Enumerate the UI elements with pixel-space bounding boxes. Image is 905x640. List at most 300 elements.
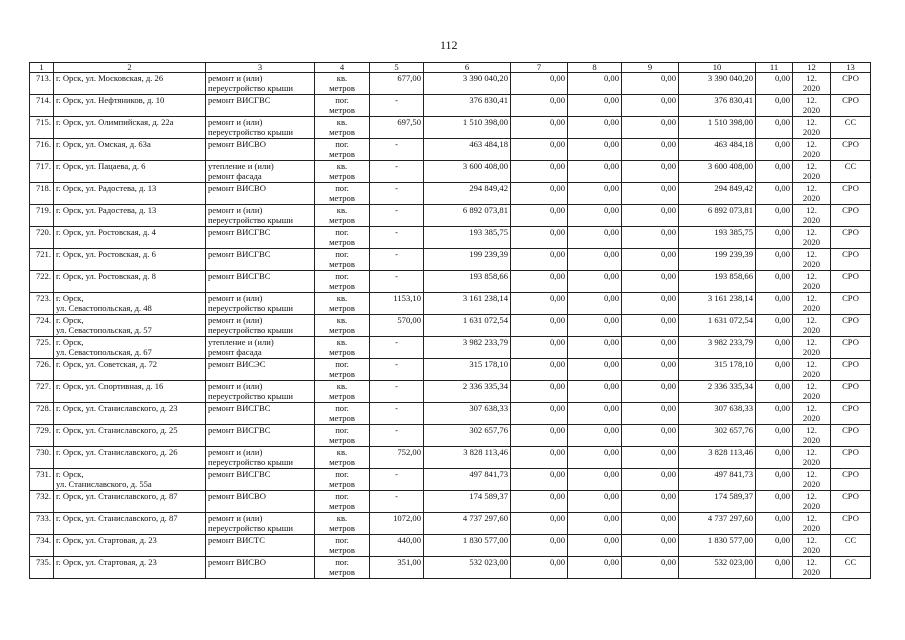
unit-cell <box>315 337 370 359</box>
deadline-year: 2020 <box>802 435 821 445</box>
column-header: 1 <box>30 63 54 73</box>
address-cell-line: г. Орск, ул. Нефтяников, д. 10 <box>56 95 165 105</box>
unit-cell-line: метров <box>329 435 355 445</box>
row-number: 735. <box>30 557 54 579</box>
value-cell: 0,00 <box>511 183 568 205</box>
value-cell: 0,00 <box>511 315 568 337</box>
area-cell: - <box>370 183 424 205</box>
total-cell: 307 638,33 <box>679 403 756 425</box>
address-cell-line: г. Орск, <box>56 469 84 479</box>
address-cell-line: г. Орск, ул. Омская, д. 63а <box>56 139 151 149</box>
address-cell-line: г. Орск, ул. Спортивная, д. 16 <box>56 381 164 391</box>
value-cell: 0,00 <box>568 271 622 293</box>
address-cell <box>54 337 206 359</box>
value-cell: 0,00 <box>511 403 568 425</box>
address-cell-line: г. Орск, ул. Станиславского, д. 87 <box>56 513 178 523</box>
work-type-cell <box>206 227 315 249</box>
work-type-cell-line: ремонт ВИСВО <box>208 139 266 149</box>
value-cell: 0,00 <box>511 447 568 469</box>
unit-cell-line: метров <box>329 545 355 555</box>
value-cell: 0,00 <box>622 469 679 491</box>
value-cell: 0,00 <box>511 535 568 557</box>
total-cell: 302 657,76 <box>679 425 756 447</box>
address-cell-line: г. Орск, <box>56 337 84 347</box>
deadline-year: 2020 <box>802 215 821 225</box>
value-cell: 0,00 <box>622 403 679 425</box>
cost-cell: 294 849,42 <box>424 183 511 205</box>
deadline-year: 2020 <box>802 523 821 533</box>
row-number: 717. <box>30 161 54 183</box>
value-cell: 0,00 <box>622 271 679 293</box>
unit-cell-line: метров <box>329 215 355 225</box>
table-row <box>30 73 871 95</box>
row-number: 719. <box>30 205 54 227</box>
deadline-month: 12. <box>806 513 817 523</box>
unit-cell-line: метров <box>329 413 355 423</box>
cost-cell: 3 828 113,46 <box>424 447 511 469</box>
unit-cell <box>315 469 370 491</box>
unit-cell <box>315 425 370 447</box>
address-cell-line: г. Орск, ул. Станиславского, д. 25 <box>56 425 178 435</box>
works-table <box>29 62 871 579</box>
area-cell: - <box>370 271 424 293</box>
deadline-month: 12. <box>806 403 817 413</box>
column-header: 8 <box>568 63 622 73</box>
method-cell: СРО <box>831 95 871 117</box>
table-row <box>30 381 871 403</box>
value-cell: 0,00 <box>511 95 568 117</box>
column-header: 9 <box>622 63 679 73</box>
deadline-cell <box>793 293 831 315</box>
deadline-month: 12. <box>806 249 817 259</box>
address-cell <box>54 271 206 293</box>
work-type-cell <box>206 271 315 293</box>
cost-cell: 174 589,37 <box>424 491 511 513</box>
work-type-cell <box>206 293 315 315</box>
cost-cell: 193 858,66 <box>424 271 511 293</box>
table-row <box>30 337 871 359</box>
value-cell: 0,00 <box>568 293 622 315</box>
value-cell: 0,00 <box>511 139 568 161</box>
area-cell: 440,00 <box>370 535 424 557</box>
value-cell: 0,00 <box>511 205 568 227</box>
value-cell: 0,00 <box>622 117 679 139</box>
unit-cell-line: метров <box>329 149 355 159</box>
cost-cell: 497 841,73 <box>424 469 511 491</box>
cost-cell: 463 484,18 <box>424 139 511 161</box>
work-type-cell <box>206 183 315 205</box>
value-cell: 0,00 <box>622 161 679 183</box>
value-cell: 0,00 <box>622 139 679 161</box>
address-cell-line: г. Орск, ул. Пацаева, д. 6 <box>56 161 146 171</box>
work-type-cell-line: ремонт ВИСЭС <box>208 359 266 369</box>
address-cell <box>54 315 206 337</box>
unit-cell-line: метров <box>329 281 355 291</box>
value-cell: 0,00 <box>568 513 622 535</box>
unit-cell-line: метров <box>329 105 355 115</box>
total-cell: 3 828 113,46 <box>679 447 756 469</box>
column-header: 6 <box>424 63 511 73</box>
address-cell <box>54 139 206 161</box>
unit-cell-line: кв. <box>336 73 348 83</box>
table-row <box>30 293 871 315</box>
unit-cell-line: метров <box>329 457 355 467</box>
deadline-cell <box>793 183 831 205</box>
unit-cell <box>315 73 370 95</box>
unit-cell <box>315 491 370 513</box>
deadline-month: 12. <box>806 337 817 347</box>
value-cell: 0,00 <box>568 403 622 425</box>
cost-cell: 193 385,75 <box>424 227 511 249</box>
deadline-cell <box>793 227 831 249</box>
address-cell <box>54 535 206 557</box>
deadline-year: 2020 <box>802 501 821 511</box>
deadline-cell <box>793 359 831 381</box>
row-number: 729. <box>30 425 54 447</box>
value-cell: 0,00 <box>511 73 568 95</box>
table-row <box>30 403 871 425</box>
unit-cell-line: кв. <box>336 315 348 325</box>
work-type-cell <box>206 337 315 359</box>
value-cell: 0,00 <box>568 117 622 139</box>
work-type-cell-line: ремонт ВИСГВС <box>208 227 271 237</box>
address-cell-line: г. Орск, <box>56 293 84 303</box>
work-type-cell-line: ремонт ВИСГВС <box>208 425 271 435</box>
unit-cell <box>315 293 370 315</box>
area-cell: - <box>370 359 424 381</box>
unit-cell-line: метров <box>329 369 355 379</box>
deadline-year: 2020 <box>802 193 821 203</box>
cost-cell: 2 336 335,34 <box>424 381 511 403</box>
unit-cell <box>315 183 370 205</box>
value-cell: 0,00 <box>622 227 679 249</box>
cost-cell: 3 600 408,00 <box>424 161 511 183</box>
table-row <box>30 161 871 183</box>
unit-cell <box>315 117 370 139</box>
row-number: 731. <box>30 469 54 491</box>
value-cell: 0,00 <box>622 183 679 205</box>
work-type-cell-line: утепление и (или) <box>208 161 274 171</box>
cost-cell: 3 390 040,20 <box>424 73 511 95</box>
cost-cell: 1 510 398,00 <box>424 117 511 139</box>
unit-cell-line: пог. <box>335 249 349 259</box>
value-cell: 0,00 <box>511 425 568 447</box>
address-cell <box>54 359 206 381</box>
work-type-cell <box>206 403 315 425</box>
total-cell: 193 858,66 <box>679 271 756 293</box>
work-type-cell-line: переустройство крыши <box>208 215 293 225</box>
deadline-cell <box>793 557 831 579</box>
address-cell-line: г. Орск, ул. Олимпийская, д. 22а <box>56 117 174 127</box>
deadline-year: 2020 <box>802 127 821 137</box>
method-cell: СС <box>831 117 871 139</box>
address-cell <box>54 381 206 403</box>
row-number: 722. <box>30 271 54 293</box>
table-row <box>30 249 871 271</box>
value-cell: 0,00 <box>568 337 622 359</box>
address-cell-line: г. Орск, ул. Ростовская, д. 6 <box>56 249 156 259</box>
deadline-year: 2020 <box>802 303 821 313</box>
table-row <box>30 205 871 227</box>
work-type-cell-line: ремонт ВИСГВС <box>208 403 271 413</box>
deadline-year: 2020 <box>802 149 821 159</box>
deadline-year: 2020 <box>802 369 821 379</box>
value-cell: 0,00 <box>622 359 679 381</box>
work-type-cell-line: переустройство крыши <box>208 523 293 533</box>
deadline-month: 12. <box>806 491 817 501</box>
deadline-cell <box>793 117 831 139</box>
unit-cell-line: метров <box>329 171 355 181</box>
total-cell: 1 631 072,54 <box>679 315 756 337</box>
total-cell: 4 737 297,60 <box>679 513 756 535</box>
address-cell-line: г. Орск, ул. Стартовая, д. 23 <box>56 535 157 545</box>
deadline-year: 2020 <box>802 105 821 115</box>
unit-cell-line: метров <box>329 83 355 93</box>
total-cell: 174 589,37 <box>679 491 756 513</box>
work-type-cell-line: ремонт ВИСВО <box>208 557 266 567</box>
unit-cell-line: метров <box>329 391 355 401</box>
value-cell: 0,00 <box>756 293 793 315</box>
address-cell-line: г. Орск, ул. Станиславского, д. 26 <box>56 447 178 457</box>
page-number: 112 <box>440 38 458 52</box>
table-row <box>30 359 871 381</box>
total-cell: 3 600 408,00 <box>679 161 756 183</box>
deadline-year: 2020 <box>802 259 821 269</box>
value-cell: 0,00 <box>511 227 568 249</box>
unit-cell <box>315 381 370 403</box>
address-cell-line: г. Орск, ул. Московская, д. 26 <box>56 73 164 83</box>
address-cell <box>54 447 206 469</box>
cost-cell: 1 830 577,00 <box>424 535 511 557</box>
value-cell: 0,00 <box>568 139 622 161</box>
unit-cell-line: кв. <box>336 117 348 127</box>
deadline-month: 12. <box>806 381 817 391</box>
area-cell: 570,00 <box>370 315 424 337</box>
work-type-cell-line: ремонт ВИСТС <box>208 535 266 545</box>
address-cell-line: г. Орск, ул. Станиславского, д. 87 <box>56 491 178 501</box>
work-type-cell-line: ремонт фасада <box>208 347 262 357</box>
work-type-cell-line: ремонт и (или) <box>208 315 263 325</box>
work-type-cell-line: переустройство крыши <box>208 457 293 467</box>
total-cell: 193 385,75 <box>679 227 756 249</box>
deadline-year: 2020 <box>802 325 821 335</box>
value-cell: 0,00 <box>756 469 793 491</box>
unit-cell-line: пог. <box>335 535 349 545</box>
value-cell: 0,00 <box>622 491 679 513</box>
deadline-year: 2020 <box>802 281 821 291</box>
table-row <box>30 513 871 535</box>
row-number: 720. <box>30 227 54 249</box>
address-cell-line: ул. Станиславского, д. 55а <box>56 479 152 489</box>
address-cell-line: ул. Севастопольская, д. 48 <box>56 303 152 313</box>
deadline-cell <box>793 447 831 469</box>
value-cell: 0,00 <box>511 161 568 183</box>
address-cell <box>54 469 206 491</box>
row-number: 725. <box>30 337 54 359</box>
work-type-cell <box>206 73 315 95</box>
address-cell <box>54 249 206 271</box>
total-cell: 1 830 577,00 <box>679 535 756 557</box>
address-cell-line: г. Орск, ул. Советская, д. 72 <box>56 359 158 369</box>
deadline-cell <box>793 513 831 535</box>
row-number: 713. <box>30 73 54 95</box>
value-cell: 0,00 <box>622 95 679 117</box>
table-row <box>30 535 871 557</box>
unit-cell-line: пог. <box>335 557 349 567</box>
value-cell: 0,00 <box>511 557 568 579</box>
row-number: 733. <box>30 513 54 535</box>
deadline-month: 12. <box>806 271 817 281</box>
table-row <box>30 425 871 447</box>
work-type-cell-line: ремонт ВИСГВС <box>208 95 271 105</box>
value-cell: 0,00 <box>511 293 568 315</box>
value-cell: 0,00 <box>511 337 568 359</box>
column-header: 5 <box>370 63 424 73</box>
value-cell: 0,00 <box>622 205 679 227</box>
address-cell-line: г. Орск, ул. Радостева, д. 13 <box>56 205 157 215</box>
row-number: 730. <box>30 447 54 469</box>
work-type-cell <box>206 315 315 337</box>
cost-cell: 4 737 297,60 <box>424 513 511 535</box>
value-cell: 0,00 <box>622 337 679 359</box>
area-cell: 677,00 <box>370 73 424 95</box>
unit-cell-line: метров <box>329 347 355 357</box>
value-cell: 0,00 <box>568 73 622 95</box>
unit-cell-line: пог. <box>335 359 349 369</box>
value-cell: 0,00 <box>756 425 793 447</box>
unit-cell <box>315 359 370 381</box>
address-cell <box>54 293 206 315</box>
method-cell: СРО <box>831 293 871 315</box>
method-cell: СРО <box>831 249 871 271</box>
address-cell-line: ул. Севастопольская, д. 67 <box>56 347 152 357</box>
value-cell: 0,00 <box>511 271 568 293</box>
work-type-cell-line: переустройство крыши <box>208 83 293 93</box>
deadline-month: 12. <box>806 161 817 171</box>
header-row <box>30 63 871 73</box>
unit-cell-line: метров <box>329 303 355 313</box>
deadline-cell <box>793 469 831 491</box>
deadline-month: 12. <box>806 425 817 435</box>
area-cell: - <box>370 249 424 271</box>
unit-cell-line: кв. <box>336 337 348 347</box>
unit-cell-line: метров <box>329 501 355 511</box>
table-row <box>30 139 871 161</box>
unit-cell-line: метров <box>329 523 355 533</box>
value-cell: 0,00 <box>756 315 793 337</box>
value-cell: 0,00 <box>622 557 679 579</box>
unit-cell-line: пог. <box>335 469 349 479</box>
method-cell: СРО <box>831 491 871 513</box>
area-cell: - <box>370 425 424 447</box>
unit-cell-line: метров <box>329 237 355 247</box>
table-row <box>30 271 871 293</box>
area-cell: - <box>370 403 424 425</box>
work-type-cell-line: ремонт ВИСГВС <box>208 249 271 259</box>
value-cell: 0,00 <box>568 359 622 381</box>
value-cell: 0,00 <box>568 227 622 249</box>
method-cell: СРО <box>831 271 871 293</box>
unit-cell-line: метров <box>329 259 355 269</box>
total-cell: 376 830,41 <box>679 95 756 117</box>
address-cell <box>54 227 206 249</box>
value-cell: 0,00 <box>622 425 679 447</box>
unit-cell-line: пог. <box>335 425 349 435</box>
deadline-month: 12. <box>806 183 817 193</box>
value-cell: 0,00 <box>568 315 622 337</box>
value-cell: 0,00 <box>756 447 793 469</box>
row-number: 726. <box>30 359 54 381</box>
total-cell: 199 239,39 <box>679 249 756 271</box>
value-cell: 0,00 <box>622 293 679 315</box>
value-cell: 0,00 <box>568 469 622 491</box>
value-cell: 0,00 <box>622 381 679 403</box>
work-type-cell-line: переустройство крыши <box>208 303 293 313</box>
address-cell-line: г. Орск, ул. Радостева, д. 13 <box>56 183 157 193</box>
work-type-cell-line: ремонт и (или) <box>208 205 263 215</box>
row-number: 716. <box>30 139 54 161</box>
deadline-cell <box>793 271 831 293</box>
column-header: 11 <box>756 63 793 73</box>
deadline-cell <box>793 337 831 359</box>
area-cell: 351,00 <box>370 557 424 579</box>
value-cell: 0,00 <box>756 491 793 513</box>
area-cell: 1072,00 <box>370 513 424 535</box>
method-cell: СРО <box>831 227 871 249</box>
work-type-cell-line: ремонт и (или) <box>208 447 263 457</box>
work-type-cell <box>206 425 315 447</box>
deadline-month: 12. <box>806 535 817 545</box>
unit-cell <box>315 95 370 117</box>
area-cell: - <box>370 205 424 227</box>
cost-cell: 307 638,33 <box>424 403 511 425</box>
row-number: 714. <box>30 95 54 117</box>
deadline-year: 2020 <box>802 83 821 93</box>
area-cell: - <box>370 469 424 491</box>
work-type-cell-line: переустройство крыши <box>208 325 293 335</box>
address-cell <box>54 403 206 425</box>
value-cell: 0,00 <box>756 359 793 381</box>
address-cell <box>54 491 206 513</box>
deadline-month: 12. <box>806 73 817 83</box>
value-cell: 0,00 <box>568 557 622 579</box>
deadline-cell <box>793 249 831 271</box>
table-row <box>30 227 871 249</box>
row-number: 732. <box>30 491 54 513</box>
deadline-month: 12. <box>806 117 817 127</box>
total-cell: 315 178,10 <box>679 359 756 381</box>
work-type-cell <box>206 513 315 535</box>
method-cell: СРО <box>831 381 871 403</box>
table-row <box>30 491 871 513</box>
value-cell: 0,00 <box>622 249 679 271</box>
address-cell-line: ул. Севастопольская, д. 57 <box>56 325 152 335</box>
cost-cell: 6 892 073,81 <box>424 205 511 227</box>
column-header: 12 <box>793 63 831 73</box>
value-cell: 0,00 <box>511 513 568 535</box>
address-cell <box>54 117 206 139</box>
value-cell: 0,00 <box>568 205 622 227</box>
column-header: 2 <box>54 63 206 73</box>
deadline-cell <box>793 161 831 183</box>
work-type-cell-line: переустройство крыши <box>208 127 293 137</box>
area-cell: - <box>370 227 424 249</box>
table-row <box>30 557 871 579</box>
deadline-month: 12. <box>806 293 817 303</box>
unit-cell-line: метров <box>329 479 355 489</box>
work-type-cell-line: ремонт и (или) <box>208 73 263 83</box>
row-number: 721. <box>30 249 54 271</box>
